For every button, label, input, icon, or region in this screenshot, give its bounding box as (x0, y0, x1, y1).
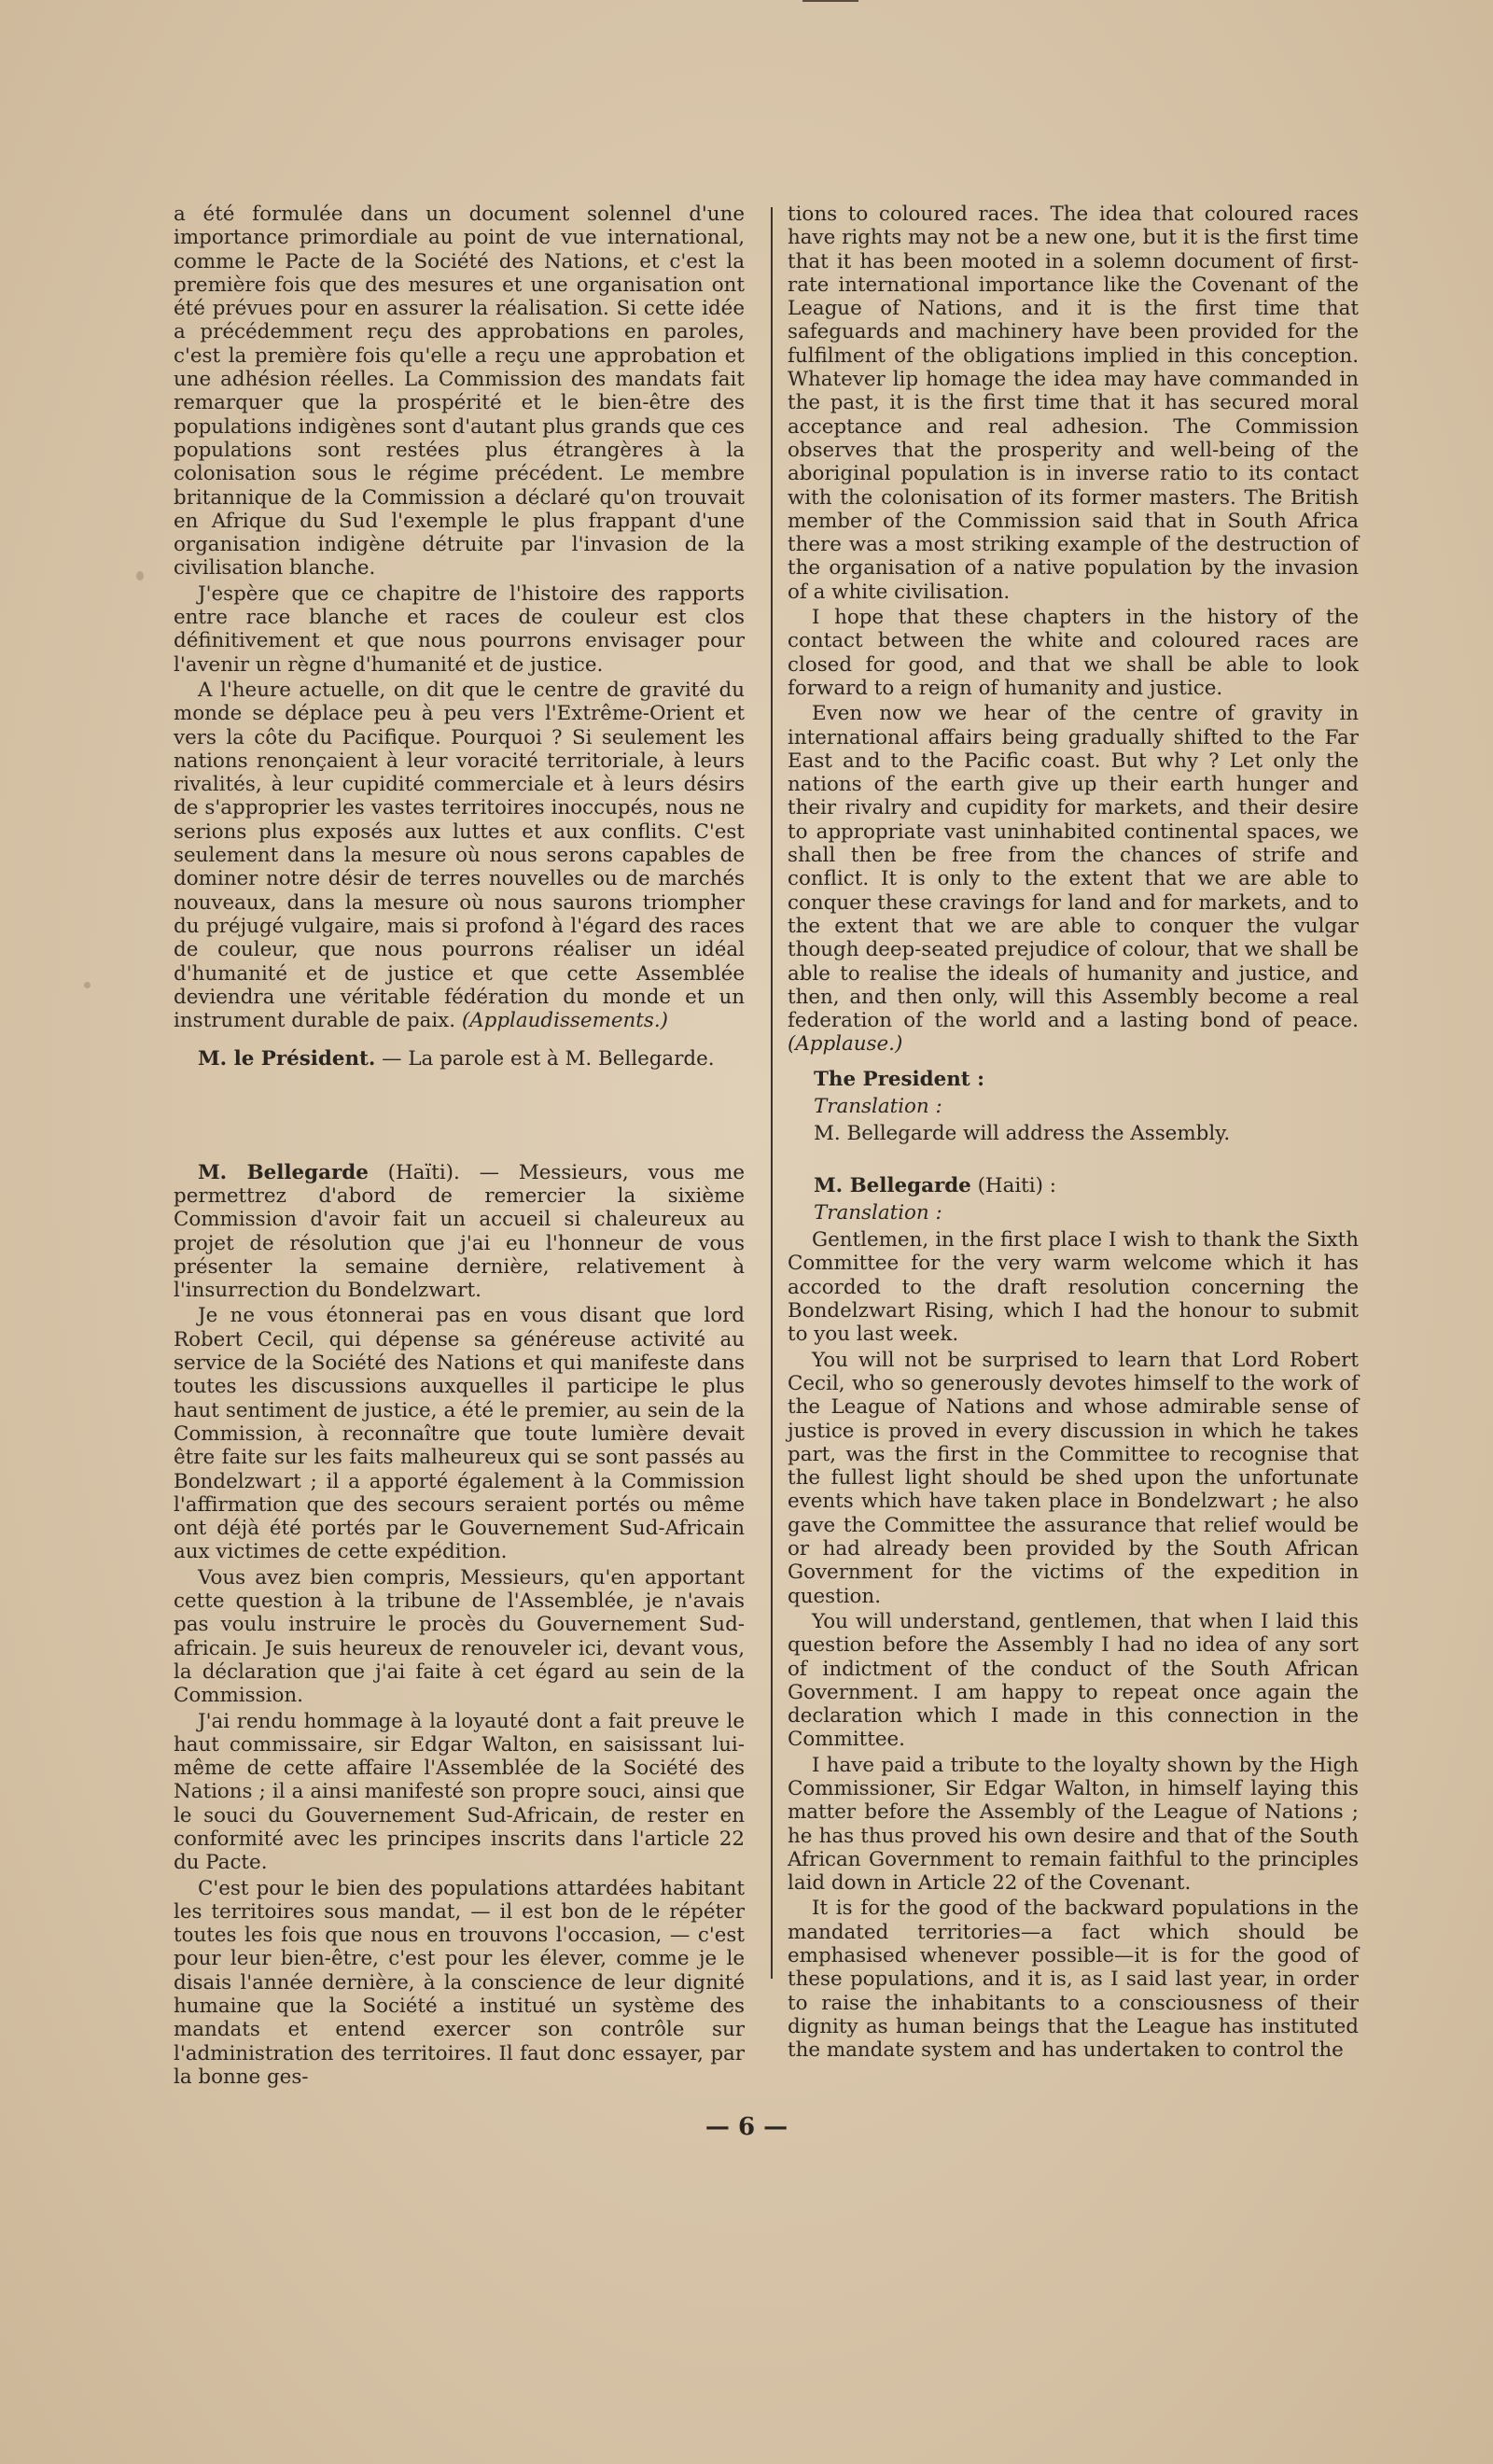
french-paragraph: Je ne vous étonnerai pas en vous disant que lord Robert Cecil, qui dépense sa généreuse activité au service de la Société des Nations et qui manifeste dans toutes les discussions auxquelles il participe le plus haut sentiment de justice, a été le premier, au sein de la Commission, à reconnaître que toute lumière devait être faite sur les faits malheureux qui se sont passés au Bondelzwart ; il a apporté également à la Commission l'affirmation que des secours seraient portés ou même ont déjà été portés par le Gouvernement Sud-Africain aux victimes de cette expédition. (174, 1304, 745, 1564)
english-president-label: The President : (814, 1067, 985, 1091)
french-paragraph: a été formulée dans un document solennel d'une importance primordiale au point de vue international, comme le Pacte de la Société des Nations, et c'est la première fois que des mesures et une organisation ont été prévues pour en assurer la réalisation. Si cette idée a précédemment reçu des approbations en paroles, c'est la première fois qu'elle a reçu une approbation et une adhésion réelles. La Commission des mandats fait remarquer que la prospérité et le bien-être des populations indigènes sont d'autant plus grands que ces populations sont restées plus étrangères à la colonisation sous le régime précédent. Le membre britannique de la Commission a déclaré qu'on trouvait en Afrique du Sud l'exemple le plus frappant d'une organisation indigène détruite par l'invasion de la civilisation blanche. (174, 203, 745, 581)
paper-stain (136, 571, 144, 581)
english-bellegarde-line (814, 1174, 1359, 1197)
french-bellegarde-text: (Haïti). — Messieurs, vous me permettrez d'abord de remercier la sixième Commission d'avoir fait un accueil si chaleureux au projet de résolution que j'ai eu l'honneur de vous présenter la semaine dernière, relativement à l'insurrection du Bondelzwart. (174, 1160, 745, 1303)
english-president-block (788, 1068, 1359, 1225)
french-paragraph: C'est pour le bien des populations attardées habitant les territoires sous mandat, — il est bon de le répéter toutes les fois que nous en trouvons l'occasion, — c'est pour leur bien-être, c'est pour les élever, comme je le disais l'année dernière, à la conscience de leur dignité humaine que la Société a institué un système des mandats et entend exercer son contrôle sur l'administration des territoires. Il faut donc essayer, par la bonne ges- (174, 1876, 745, 2089)
column-spacer (788, 1150, 1359, 1174)
top-edge-mark (802, 0, 858, 2)
english-paragraph: tions to coloured races. The idea that coloured races have rights may not be a new one, but it is the first time that it has been mooted in a solemn document of first-rate international importance like the Covenant of the League of Nations, and it is the first time that safeguards and machinery have been provided for the fulfilment of the obligations implied in this conception. Whatever lip homage the idea may have commanded in the past, it is the first time that it has secured moral acceptance and real adhesion. The Commission observes that the prosperity and well-being of the aboriginal population is in inverse ratio to its contact with the colonisation of its former masters. The British member of the Commission said that in South Africa there was a most striking example of the destruction of the organisation of a native population by the invasion of a white civilisation. (788, 203, 1359, 604)
french-president-label: M. le Président. (198, 1047, 376, 1071)
french-paragraph: J'ai rendu hommage à la loyauté dont a fait preuve le haut commissaire, sir Edgar Walton, en saisissant lui-même de cette affaire l'Assemblée de la Société des Nations ; il a ainsi manifesté son propre souci, ainsi que le souci du Gouvernement Sud-Africain, de rester en conformité avec les principes inscrits dans l'article 22 du Pacte. (174, 1709, 745, 1875)
english-paragraph: It is for the good of the backward populations in the mandated territories—a fact which should be emphasised whenever possible—it is for the good of these populations, and it is, as I said last year, in order to raise the inhabitants to a consciousness of their dignity as human beings that the League has instituted the mandate system and has undertaken to control the (788, 1897, 1359, 2063)
english-paragraph (788, 702, 1359, 1056)
english-translation-label: Translation : (814, 1094, 942, 1118)
french-paragraph: Vous avez bien compris, Messieurs, qu'en apportant cette question à la tribune de l'Assemblée, je n'avais pas voulu instruire le procès du Gouvernement Sud-africain. Je suis heureux de renouveler ici, devant vous, la déclaration que j'ai faite à cet égard au sein de la Commission. (174, 1565, 745, 1708)
english-paragraph: You will understand, gentlemen, that when I laid this question before the Assembly I had no idea of any sort of indictment of the conduct of the South African Government. I am happy to repeat once again the declaration which I made in this connection in the Committee. (788, 1609, 1359, 1752)
french-paragraph (174, 679, 745, 1032)
english-bellegarde-country: (Haiti) : (970, 1173, 1056, 1197)
french-column (174, 203, 745, 2091)
column-spacer (174, 1073, 745, 1161)
french-paragraph-text: A l'heure actuelle, on dit que le centre de gravité du monde se déplace peu à peu vers l'Extrême-Orient et vers la côte du Pacifique. Pourquoi ? Si seulement les nations renonçaient à leur voracité territoriale, à leurs rivalités, à leur cupidité commerciale et à leurs désirs de s'approprier les vastes territoires inoccupés, nous ne serions plus exposés aux luttes et aux conflits. C'est seulement dans la mesure où nous serons capables de dominer notre désir de terres nouvelles ou de marchés nouveaux, dans la mesure où nous saurons triompher du préjugé vulgaire, mais si profond à l'égard des races de couleur, que nous pourrons réaliser un idéal d'humanité et de justice et que cette Assemblée deviendra une véritable fédération du monde et un instrument durable de paix. (174, 678, 745, 1033)
column-divider (771, 207, 773, 1979)
french-applause: (Applaudissements.) (461, 1009, 669, 1033)
english-paragraph: I have paid a tribute to the loyalty shown by the High Commissioner, Sir Edgar Walton, in himself laying this matter before the Assembly of the League of Nations ; he has thus proved his own desire and that of the South African Government to remain faithful to the principles laid down in Article 22 of the Covenant. (788, 1753, 1359, 1896)
page-number: — 6 — (705, 2113, 788, 2141)
paper-stain (84, 982, 91, 988)
english-president-text: M. Bellegarde will address the Assembly. (814, 1122, 1231, 1146)
french-president-line (174, 1047, 745, 1071)
english-applause: (Applause.) (788, 1032, 903, 1057)
english-paragraph: Gentlemen, in the first place I wish to thank the Sixth Committee for the very warm welcome which it has accorded to the draft resolution concerning the Bondelzwart Rising, which I had the honour to submit to you last week. (788, 1228, 1359, 1347)
english-paragraph: You will not be surprised to learn that Lord Robert Cecil, who so generously devotes himself to the work of the League of Nations and whose admirable sense of justice is proved in every discussion in which he takes part, was the first in the Committee to recognise that the fullest light should be shed upon the unfortunate events which have taken place in Bondelzwart ; he also gave the Committee the assurance that relief would be or had already been provided by the South African Government for the victims of the expedition in question. (788, 1348, 1359, 1608)
french-bellegarde-intro (174, 1161, 745, 1303)
english-paragraph-text: Even now we hear of the centre of gravity in international affairs being gradually shifted to the Far East and to the Pacific coast. But why ? Let only the nations of the earth give up their earth hunger and their rivalry and cupidity for markets, and their desire to appropriate vast uninhabited continental spaces, we shall then be free from the chances of strife and conflict. It is only to the extent that we are able to conquer these cravings for land and for markets, and to the extent that we are able to conquer the vulgar though deep-seated prejudice of colour, that we shall be able to realise the ideals of humanity and justice, and then, and then only, will this Assembly become a real federation of the world and a lasting bond of peace. (788, 702, 1359, 1033)
english-bellegarde-label: M. Bellegarde (814, 1173, 971, 1197)
french-president-text: — La parole est à M. Bellegarde. (375, 1047, 715, 1071)
french-paragraph: J'espère que ce chapitre de l'histoire des rapports entre race blanche et races de couleur est clos définitivement et que nous pourrons envisager pour l'avenir un règne d'humanité et de justice. (174, 581, 745, 677)
english-column (788, 203, 1359, 2065)
french-bellegarde-label: M. Bellegarde (198, 1160, 369, 1184)
english-paragraph: I hope that these chapters in the history of the contact between the white and coloured races are closed for good, and that we shall be able to look forward to a reign of humanity and justice. (788, 606, 1359, 700)
english-translation-label: Translation : (814, 1200, 942, 1225)
